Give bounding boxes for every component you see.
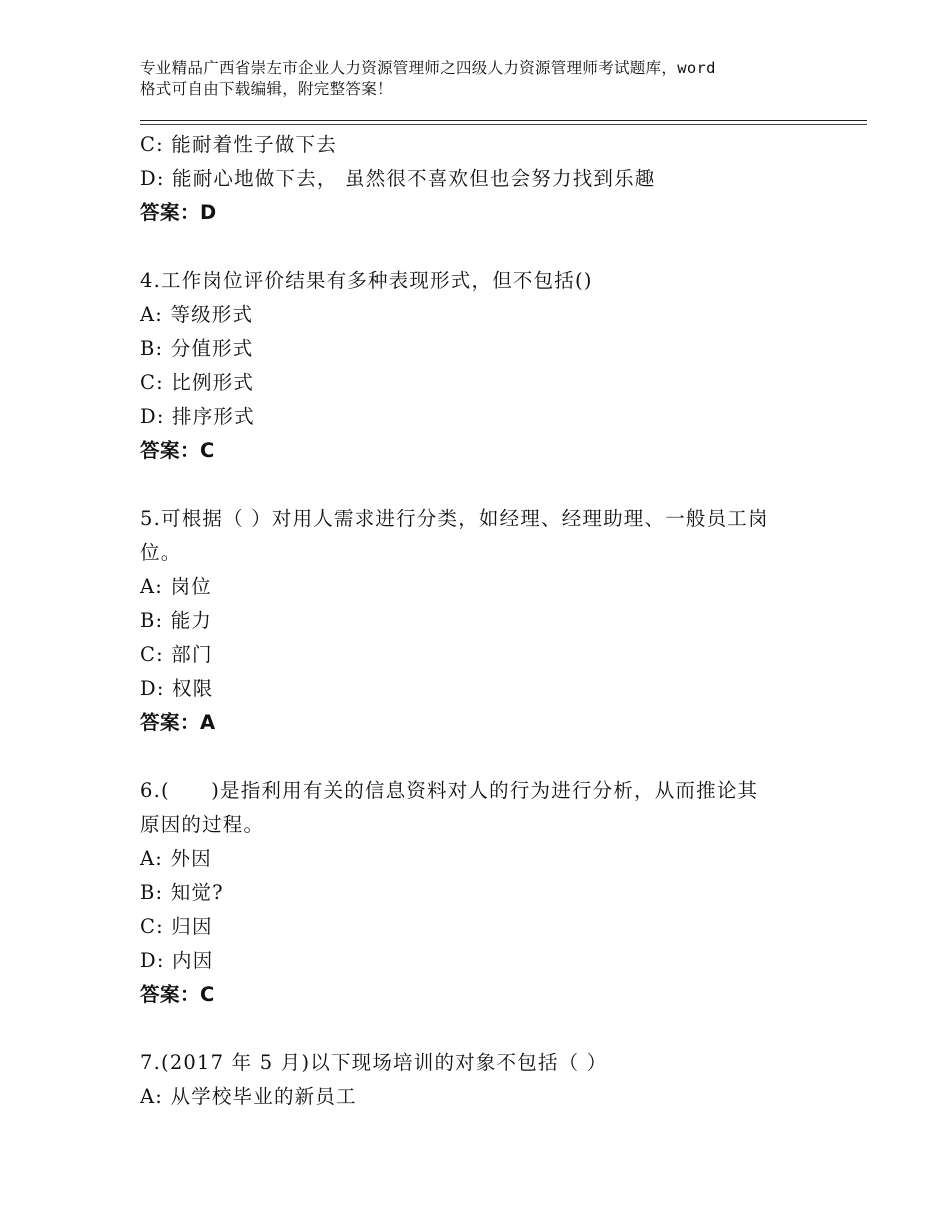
- option-b: B: 知觉?: [140, 881, 224, 904]
- option-d: D: 内因: [140, 949, 214, 972]
- option-c: C: 能耐着性子做下去: [140, 133, 337, 156]
- question-text-continued: 原因的过程。: [140, 813, 265, 836]
- option-c: C: 部门: [140, 643, 213, 666]
- option-b: B: 能力: [140, 609, 213, 632]
- question-list: [140, 128, 830, 1114]
- answer: 答案：D: [140, 201, 217, 224]
- option-d: D: 排序形式: [140, 405, 255, 428]
- question-text: 6.( )是指利用有关的信息资料对人的行为进行分析，从而推论其: [140, 779, 759, 802]
- answer: 答案：A: [140, 711, 216, 734]
- question-text-continued: 位。: [140, 541, 182, 564]
- option-d: D: 权限: [140, 677, 214, 700]
- spacer: [140, 468, 830, 502]
- spacer: [140, 740, 830, 774]
- header-title-line-2: 格式可自由下载编辑，附完整答案！: [140, 80, 393, 98]
- header-title-line-1: 专业精品广西省崇左市企业人力资源管理师之四级人力资源管理师考试题库，word: [140, 59, 716, 77]
- option-a: A: 等级形式: [140, 303, 254, 326]
- question-text: 7.(2017 年 5 月)以下现场培训的对象不包括（ ）: [140, 1051, 608, 1074]
- answer: 答案：C: [140, 983, 215, 1006]
- answer: 答案：C: [140, 439, 215, 462]
- option-a: A: 从学校毕业的新员工: [140, 1085, 357, 1108]
- document-header: [140, 58, 830, 100]
- option-d: D: 能耐心地做下去， 虽然很不喜欢但也会努力找到乐趣: [140, 167, 656, 190]
- option-a: A: 岗位: [140, 575, 212, 598]
- header-divider-thin: [140, 124, 867, 125]
- spacer: [140, 230, 830, 264]
- option-b: B: 分值形式: [140, 337, 254, 360]
- question-text: 4.工作岗位评价结果有多种表现形式，但不包括(): [140, 269, 593, 292]
- option-c: C: 比例形式: [140, 371, 255, 394]
- question-text: 5.可根据（ ）对用人需求进行分类，如经理、经理助理、一般员工岗: [140, 507, 769, 530]
- header-divider-thick: [140, 120, 867, 121]
- spacer: [140, 1012, 830, 1046]
- option-a: A: 外因: [140, 847, 212, 870]
- option-c: C: 归因: [140, 915, 213, 938]
